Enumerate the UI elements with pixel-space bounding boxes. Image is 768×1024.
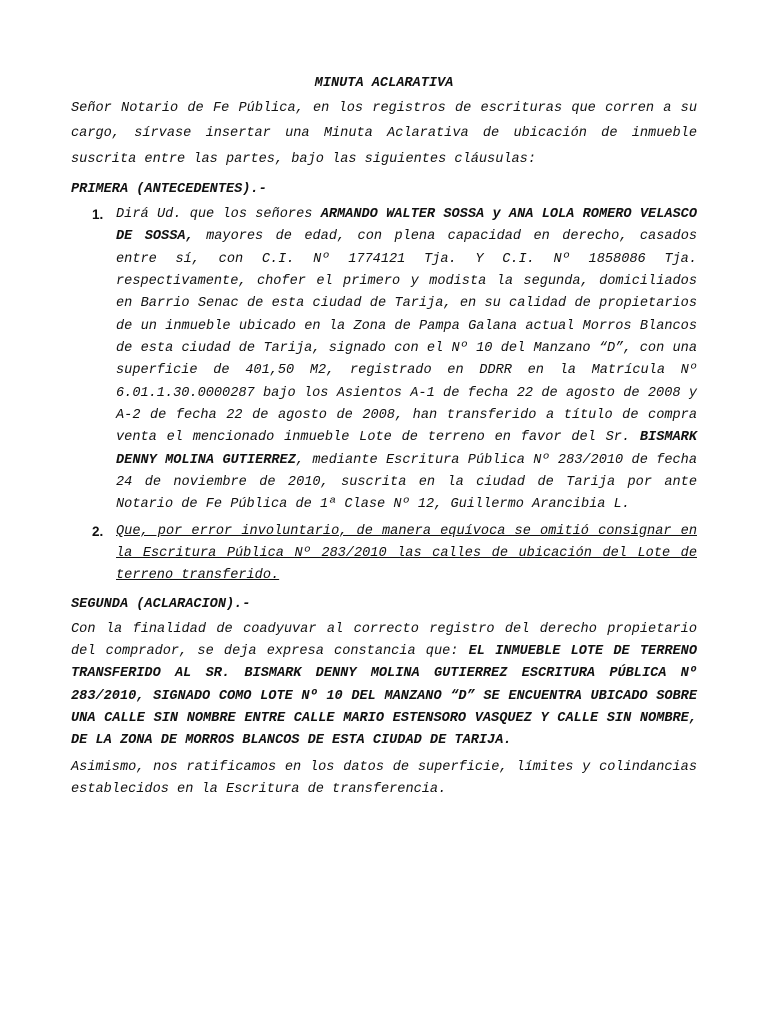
document-title: MINUTA ACLARATIVA: [314, 76, 454, 91]
closing-paragraph: Asimismo, nos ratificamos en los datos de superficie, límites y colindancias establecidos en la Escritura de transferencia.: [71, 759, 697, 798]
clarification-intro: Con la finalidad de coadyuvar al correcto registro del derecho propietario del comprador, se deja expresa constancia que:: [71, 621, 697, 660]
list-item: [71, 204, 697, 517]
item1-text-end: , mediante Escritura Pública Nº 283/2010 de fecha 24 de noviembre de 2010, suscrita en la ciudad de Tarija por ante Notario de Fe Pública de 1ª Clase Nº 12, Guillermo Arancibia L.: [116, 452, 697, 513]
list-item-number: 1.: [92, 206, 104, 222]
list-item-number: 2.: [92, 523, 104, 539]
list-item: [71, 521, 697, 588]
clarification-paragraph: [71, 619, 697, 753]
buyer-name: BISMARK DENNY MOLINA GUTIERREZ: [116, 430, 697, 468]
item1-text-middle: mayores de edad, con plena capacidad en derecho, casados entre sí, con C.I. Nº 1774121 Tja. Y C.I. Nº 1858086 Tja. respectivamente, chofer el primero y modista la segunda, domiciliados en Barrio Senac de esta ciudad de Tarija, en su calidad de propietarios de un inmueble ubicado en la Zona de Pampa Galana actual Morros Blancos de esta ciudad de Tarija, signado con el Nº 10 del Manzano “D”, con una superficie de 401,50 M2, registrado en DDRR en la Matrícula Nº 6.01.1.30.0000287 bajo los Asientos A-1 de fecha 22 de agosto de 2008 y A-2 de fecha 22 de agosto de 2008, han transferido a título de compra venta el mencionado inmueble Lote de terreno en favor del Sr.: [116, 229, 698, 446]
clarification-statement: EL INMUEBLE LOTE DE TERRENO TRANSFERIDO AL SR. BISMARK DENNY MOLINA GUTIERREZ ESCRITURA PÚBLICA Nº 283/2010, SIGNADO COMO LOTE Nº 10 DEL MANZANO “D” SE ENCUENTRA UBICADO SOBRE UNA CALLE SIN NOMBRE ENTRE CALLE MARIO ESTENSORO VASQUEZ Y CALLE SIN NOMBRE, DE LA ZONA DE MORROS BLANCOS DE ESTA CIUDAD DE TARIJA.: [71, 644, 697, 749]
first-clause-heading: PRIMERA (ANTECEDENTES).-: [71, 181, 267, 197]
item2-text: Que, por error involuntario, de manera equívoca se omitió consignar en la Escritura Pública Nº 283/2010 las calles de ubicación del Lote de terreno transferido.: [116, 523, 697, 584]
intro-paragraph: Señor Notario de Fe Pública, en los registros de escrituras que corren a su cargo, sírvase insertar una Minuta Aclarativa de ubicación de inmueble suscrita entre las partes, bajo las siguientes cláusulas:: [71, 101, 697, 167]
second-clause-heading: SEGUNDA (ACLARACION).-: [71, 596, 251, 612]
antecedents-list: [71, 204, 697, 588]
document-page: [71, 71, 697, 805]
item1-text-start: Dirá Ud. que los señores: [116, 206, 321, 222]
sellers-names: ARMANDO WALTER SOSSA y ANA LOLA ROMERO VELASCO DE SOSSA,: [116, 206, 697, 245]
